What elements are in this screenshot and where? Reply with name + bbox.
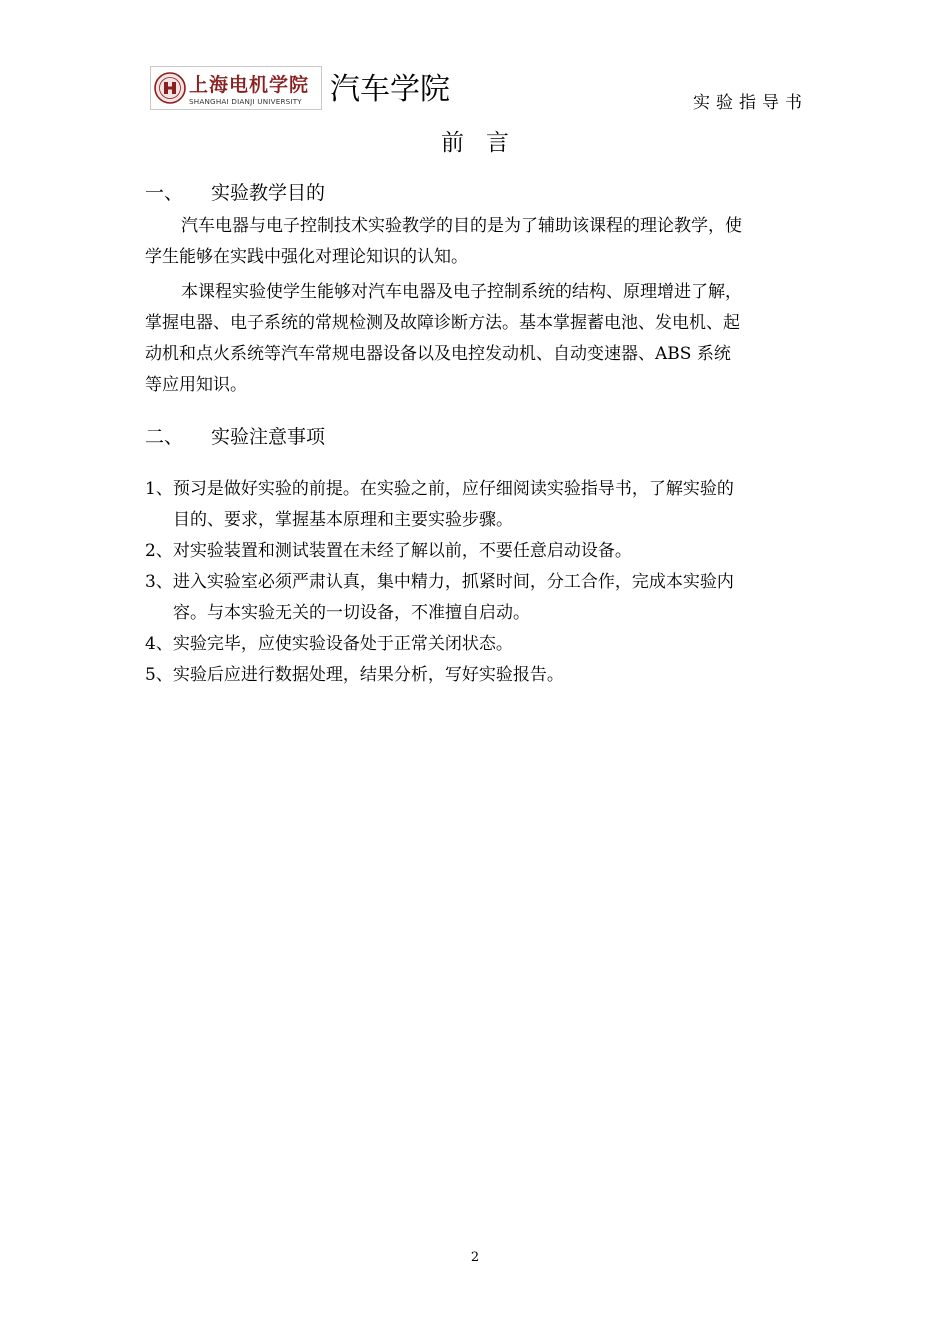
university-seal-icon	[154, 72, 186, 104]
list-item	[145, 660, 807, 691]
list-item-text: 5、实验后应进行数据处理，结果分析，写好实验报告。	[145, 665, 564, 685]
page-number: 2	[470, 1250, 480, 1265]
list-item-continuation: 目的、要求，掌握基本原理和主要实验步骤。	[173, 510, 513, 530]
paragraph-line: 等应用知识。	[145, 375, 247, 395]
paragraph-line: 动机和点火系统等汽车常规电器设备以及电控发动机、自动变速器、ABS 系统	[145, 344, 731, 364]
logo-english-name: SHANGHAI DIANJI UNIVERSITY	[189, 97, 302, 106]
paragraph-content	[145, 277, 807, 401]
list-item	[145, 567, 807, 629]
paragraph-line: 汽车电器与电子控制技术实验教学的目的是为了辅助该课程的理论教学，使	[181, 216, 742, 236]
section-heading-2	[145, 422, 325, 449]
section-number: 二、	[145, 426, 184, 448]
list-item-text: 3、进入实验室必须严肃认真，集中精力，抓紧时间，分工合作，完成本实验内	[145, 572, 734, 592]
section-heading-1	[145, 178, 325, 205]
paragraph-line: 掌握电器、电子系统的常规检测及故障诊断方法。基本掌握蓄电池、发电机、起	[145, 313, 740, 333]
paragraph-line: 学生能够在实践中强化对理论知识的认知。	[145, 247, 468, 267]
paragraph-purpose	[145, 211, 807, 273]
page-header	[150, 64, 808, 112]
list-item	[145, 474, 807, 536]
precautions-list	[145, 474, 807, 691]
list-item-text: 2、对实验装置和测试装置在未经了解以前，不要任意启动设备。	[145, 541, 632, 561]
university-logo	[150, 66, 322, 110]
list-item-text: 4、实验完毕，应使实验设备处于正常关闭状态。	[145, 634, 513, 654]
list-item-text: 1、预习是做好实验的前提。在实验之前，应仔细阅读实验指导书，了解实验的	[145, 479, 734, 499]
section-title: 实验注意事项	[211, 426, 326, 448]
department-name: 汽车学院	[330, 72, 450, 107]
logo-chinese-name: 上海电机学院	[189, 74, 310, 96]
section-number: 一、	[145, 182, 184, 204]
list-item-continuation: 容。与本实验无关的一切设备，不准擅自启动。	[173, 603, 530, 623]
list-item	[145, 536, 807, 567]
paragraph-line: 本课程实验使学生能够对汽车电器及电子控制系统的结构、原理增进了解，	[181, 282, 742, 302]
page-title: 前言	[441, 130, 531, 156]
list-item	[145, 629, 807, 660]
section-title: 实验教学目的	[211, 182, 326, 204]
document-type: 实验指导书	[693, 93, 808, 113]
